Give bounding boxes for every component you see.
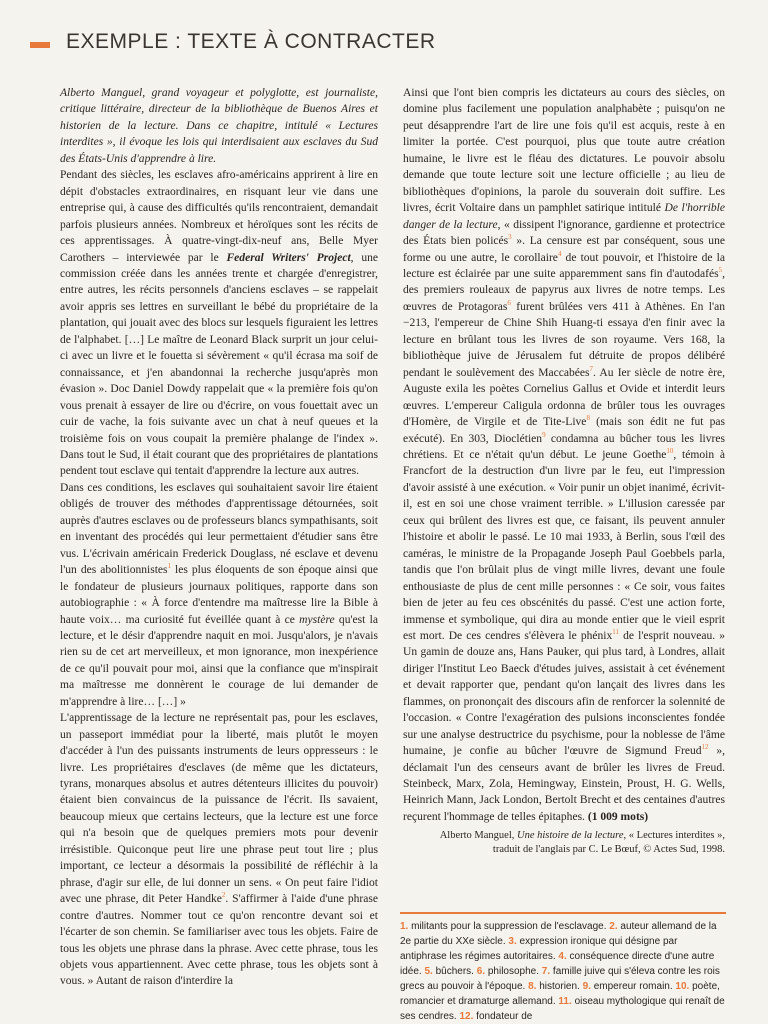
footnote-item: 12. fondateur de	[459, 1011, 533, 1022]
footnote-item: 3. expression ironique qui désigne par antiphrase les régimes autoritaires.	[400, 936, 678, 962]
footnote-item: 4. conséquence directe d'une autre idée.	[400, 951, 715, 977]
paragraph: Dans ces conditions, les esclaves qui souhaitaient savoir lire étaient obligés de trouver des méthodes d'apprentissage détournées, soit auprès d'autres esclaves ou de professeurs blancs sympathisants, soit en inventant des procédés qui leur permettaient d'étudier sans être vus. L'écrivain américain Frederick Douglass, né esclave et devenu l'un des abolitionnistes$^1$ les plus éloquents de son époque ainsi que le fondateur de plusieurs journaux politiques, rapporte dans son autobiographie : « À force d'entendre ma maîtresse lire la Bible à haute voix… ma curiosité fut éveillée quant à ce mystère qu'est la lecture, et le désir d'apprendre naquit en moi. Jusqu'alors, je n'avais rien su de cet art merveilleux, et mon ignorance, mon inexpérience de ce qu'il pouvait pour moi, ainsi que la confiance que m'inspirait ma maîtresse me donnèrent le courage de lui demander de m'apprendre à lire… […] »	[60, 481, 378, 708]
footnote-item: 2. auteur allemand de la 2e partie du XXe siècle.	[400, 921, 717, 947]
intro-paragraph: Alberto Manguel, grand voyageur et polyglotte, est journaliste, critique littéraire, directeur de la bibliothèque de Buenos Aires et historien de la lecture. Dans ce chapitre, intitulé « Lectures interdites », il évoque les lois qui interdisaient aux esclaves du Sud des États-Unis d'apprendre à lire.	[60, 87, 378, 165]
paragraph: L'apprentissage de la lecture ne représentait pas, pour les esclaves, un passeport immédiat pour la liberté, mais plutôt le moyen d'accéder à l'un des puissants instruments de leurs oppresseurs : le livre. Les propriétaires d'esclaves (de même que les dictateurs, tyrans, monarques absolus et autres détenteurs illicites du pouvoir) étaient bien convaincus de la puissance de l'écrit. Ils savaient, beaucoup mieux que certains lecteurs, que la lecture est une force qui n'a besoin que de quelques premiers mots pour devenir irrésistible. Quiconque peut lire une phrase peut tout lire ; plus important, ce lecteur a désormais la possibilité de réfléchir à la phrase, d'agir sur elle, de lui donner un sens. « On peut faire l'idiot avec une phrase, dit Peter Handke$^2$. S'affirmer à l'aide d'une phrase contre d'autres. Nommer tout ce qu'on rencontre devant soi et l'écarter de son chemin. Se familiariser avec tous les objets. Faire de tous les objets une phrase dans la phrase. Avec cette phrase, tous les objets vous appartiennent. Avec cette phrase, tous les objets sont à vous. » Autant de raison d'interdire la	[60, 712, 378, 988]
footnote-ref: 6	[507, 299, 511, 308]
page-title: EXEMPLE : TEXTE À CONTRACTER	[66, 30, 436, 53]
footnote-ref: 9	[542, 430, 546, 439]
footnote-item: 9. empereur romain.	[582, 981, 673, 992]
footnote-ref: 4	[557, 249, 562, 258]
footnote-ref: 2	[221, 891, 226, 900]
left-column	[60, 85, 378, 990]
footnote-item: 6. philosophe.	[476, 966, 540, 977]
footnote-ref: 1	[167, 562, 172, 571]
footnote-item: 1. militants pour la suppression de l'esclavage.	[400, 921, 607, 932]
footnote-ref: 8	[586, 414, 590, 423]
footnote-item: 8. historien.	[528, 981, 580, 992]
footnote-ref: 11	[612, 628, 620, 637]
footnotes	[400, 912, 726, 1024]
accent-bar	[30, 42, 50, 48]
footnote-ref: 7	[589, 364, 594, 373]
paragraph: Pendant des siècles, les esclaves afro-américains apprirent à lire en dépit d'obstacles extraordinaires, en risquant leur vie dans une entreprise qui, à cause des difficultés qu'ils rencontraient, demandait parfois plusieurs années. Nombreux et héroïques sont les récits de ces apprentissages. À quatre-vingt-dix-neuf ans, Belle Myer Carothers – interviewée par le Federal Writers' Project, une commission créée dans les années trente et chargée d'enregistrer, entre autres, les récits personnels d'anciens esclaves – se rappelait avoir appris ses lettres en surveillant le bébé du propriétaire de la plantation, qui jouait avec des blocs sur lesquels figuraient les lettres de l'alphabet. […] Le maître de Leonard Black surprit un jour celui-ci avec un livre et le fouetta si sévèrement « qu'il écrasa ma soif de connaissance, et j'en abandonnai la recherche jusqu'après mon évasion ». Doc Daniel Dowdy rappelait que « la première fois qu'on vous prenait à essayer de lire ou d'écrire, on vous fouettait avec un cuir de vache, la fois suivante avec un chat à neuf queues et la troisième fois on vous coupait la première phalange de l'index ». Dans tout le Sud, il était courant que des propriétaires de plantations pendent tout esclave qui tentait d'apprendre la lecture aux autres.	[60, 169, 378, 478]
footnote-ref: 5	[718, 266, 723, 275]
right-column	[403, 85, 725, 857]
footnote-item: 10. poète, romancier et dramaturge allemand.	[400, 981, 720, 1007]
source-citation: Alberto Manguel, Une histoire de la lecture, « Lectures interdites », traduit de l'anglais par C. Le Bœuf, © Actes Sud, 1998.	[439, 830, 725, 856]
paragraph: Ainsi que l'ont bien compris les dictateurs au cours des siècles, on domine plus facilement une population analphabète ; puisqu'on ne peut désapprendre l'art de lire une fois qu'il est acquis, reste à en limiter la portée. C'est pourquoi, plus que toute autre création humaine, le livre est le fléau des dictatures. Le pouvoir absolu demande que toute lecture soit une lecture officielle ; au lieu de bibliothèques d'opinions, la parole du souverain doit suffire. Les livres, écrit Voltaire dans un pamphlet satirique intitulé De l'horrible danger de la lecture, « dissipent l'ignorance, gardienne et protectrice des États bien policés$^3$ ». La censure est par conséquent, sous une forme ou une autre, le corollaire$^4$ de tout pouvoir, et l'histoire de la lecture est éclairée par une suite apparemment sans fin d'autodafés$^5$, des premiers rouleaux de papyrus aux livres de notre temps. Les œuvres de Protagoras$^6$ furent brûlées vers 411 à Athènes. En l'an −213, l'empereur de Chine Shih Huang-ti essaya d'en finir avec la lecture en brûlant tous les livres de son royaume. Vers 168, la bibliothèque juive de Jérusalem fut détruite de propos délibéré pendant le soulèvement des Maccabées$^7$. Au Ier siècle de notre ère, Auguste exila les poètes Cornelius Gallus et Ovide et interdit leurs œuvres. L'empereur Caligula ordonna de brûler tous les ouvrages d'Homère, de Virgile et de Tite-Live$^8$ (mais son édit ne fut pas exécuté). En 303, Dioclétien$^9$ condamna au bûcher tous les livres chrétiens. Et ce n'était qu'un début. Le jeune Goethe$^{10}$, témoin à Francfort de la destruction d'un livre par le feu, eut l'impression d'avoir assisté à une exécution. « Voir punir un objet inanimé, écrivit-il, est en soi une chose vraiment terrible. » L'illusion caressée par ceux qui brûlent des livres est que, ce faisant, ils peuvent annuler l'histoire et abolir le passé. Le 10 mai 1933, à Berlin, sous l'œil des caméras, le ministre de la Propagande Joseph Paul Goebbels parla, tandis que l'on brûlait plus de vingt mille livres, devant une foule enthousiaste de plus de cent mille personnes : « Ce soir, vous faites bien de jeter au feu ces obscénités du passé. C'est une action forte, immense et symbolique, qui dira au monde entier que le vieil esprit est mort. De ces cendres s'élèvera le phénix$^{11}$ de l'esprit nouveau. » Un gamin de douze ans, Hans Pauker, qui plus tard, à Londres, allait diriger l'Institut Leo Baeck d'études juives, assistait à cet événement et devait rapporter que, pendant qu'on lançait des livres dans les flammes, on prononçait des discours afin de renforcer la solennité de l'occasion. « Contre l'exagération des pulsions inconscientes fondée sur une analyse destructrice du psychisme, pour la noblesse de l'âme humaine, je confie au bûcher l'œuvre de Sigmund Freud$^{12}$ », déclamait l'un des censeurs avant de brûler les livres de Freud. Steinbeck, Marx, Zola, Hemingway, Einstein, Proust, H. G. Wells, Heinrich Mann, Jack London, Bertolt Brecht et des centaines d'autres reçurent l'hommage de telles épitaphes. (1 009 mots)	[403, 87, 726, 823]
page-header	[0, 30, 768, 60]
footnote-ref: 10	[666, 447, 674, 456]
footnote-item: 5. bûchers.	[424, 966, 474, 977]
word-count: (1 009 mots)	[587, 810, 649, 823]
footnote-item: 11. oiseau mythologique qui renaît de ses cendres.	[400, 996, 725, 1022]
footnote-ref: 3	[508, 233, 512, 242]
footnote-ref: 12	[701, 743, 709, 752]
footnote-item: 7. famille juive qui s'éleva contre les rois grecs au pouvoir à l'époque.	[400, 966, 720, 992]
